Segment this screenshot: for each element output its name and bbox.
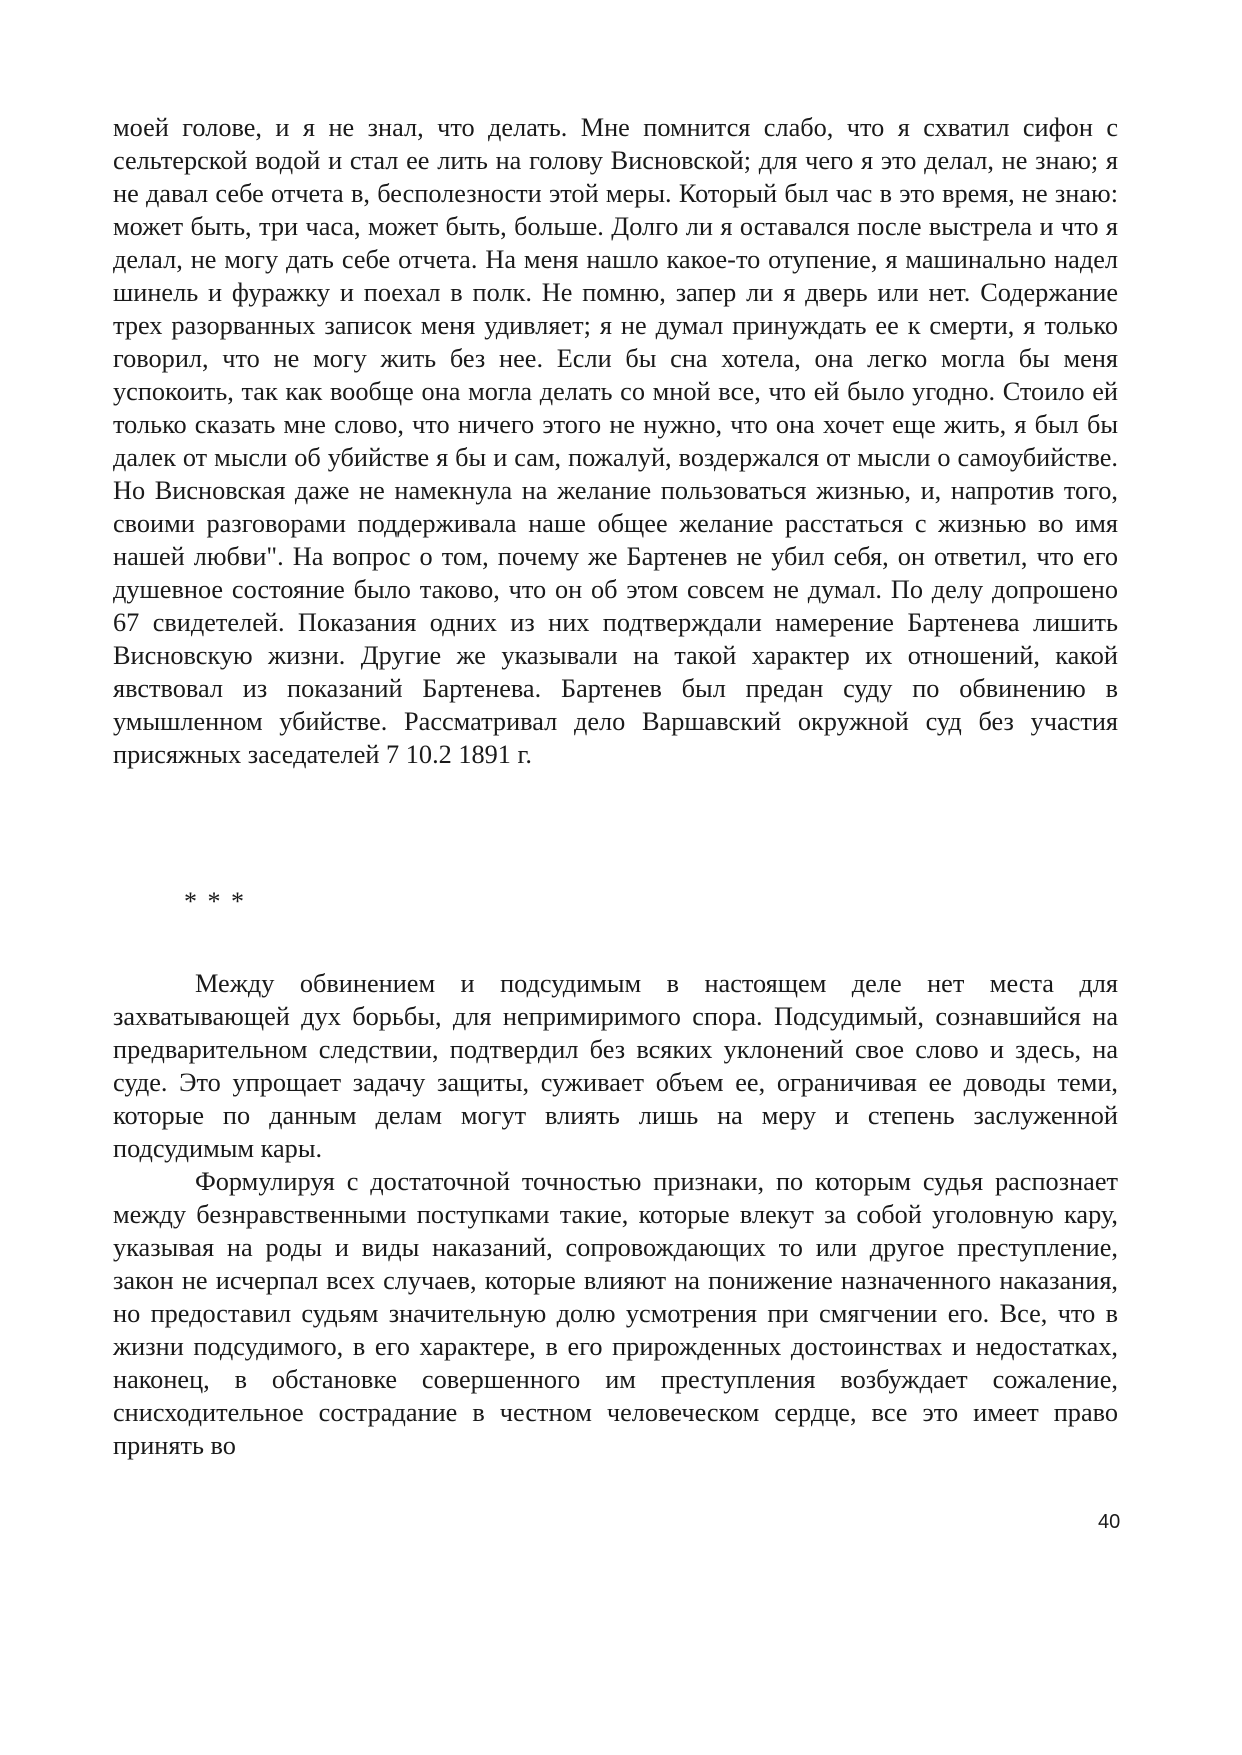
page-number: 40 [1098,1511,1121,1533]
section-separator: * * * [184,887,246,916]
speech-paragraph-1: Между обвинением и подсудимым в настоящем деле нет места для захватывающей дух борьбы, для непримиримого спора. Подсудимый, сознавшийся на предварительном следствии, подтвердил без всяких уклонений свое слово и здесь, на суде. Это упрощает задачу защиты, суживает объем ее, ограничивая ее доводы теми, которые по данным делам могут влиять лишь на меру и степень заслуженной подсудимым кары. [113,969,1118,1163]
continuation-paragraph: моей голове, и я не знал, что делать. Мне помнится слабо, что я схватил сифон с сельтерской водой и стал ее лить на голову Висновской; для чего я это делал, не знаю; я не давал себе отчета в, бесполезности этой меры. Который был час в это время, не знаю: может быть, три часа, может быть, больше. Долго ли я оставался после выстрела и что я делал, не могу дать себе отчета. На меня нашло какое-то отупение, я машинально надел шинель и фуражку и поехал в полк. Не помню, запер ли я дверь или нет. Содержание трех разорванных записок меня удивляет; я не думал принуждать ее к смерти, я только говорил, что не могу жить без нее. Если бы сна хотела, она легко могла бы меня успокоить, так как вообще она могла делать со мной все, что ей было угодно. Стоило ей только сказать мне слово, что ничего этого не нужно, что она хочет еще жить, я был бы далек от мысли об убийстве я бы и сам, пожалуй, воздержался от мысли о самоубийстве. Но Висновская даже не намекнула на желание пользоваться жизнью, и, напротив того, своими разговорами поддерживала наше общее желание расстаться с жизнью во имя нашей любви". На вопрос о том, почему же Бартенев не убил себя, он ответил, что его душевное состояние было таково, что он об этом совсем не думал. По делу допрошено 67 свидетелей. Показания одних из них подтверждали намерение Бартенева лишить Висновскую жизни. Другие же указывали на такой характер их отношений, какой явствовал из показаний Бартенева. Бартенев был предан суду по обвинению в умышленном убийстве. Рассматривал дело Варшавский окружной суд без участия присяжных заседателей 7 10.2 1891 г. [113,113,1118,769]
defense-speech [113,967,1118,1462]
testimony-continuation [113,111,1118,771]
speech-paragraph-2: Формулируя с достаточной точностью признаки, по которым судья распознает между безнравственными поступками такие, которые влекут за собой уголовную кару, указывая на роды и виды наказаний, сопровождающих то или другое преступление, закон не исчерпал всех случаев, которые влияют на понижение назначенного наказания, но предоставил судьям значительную долю усмотрения при смягчении его. Все, что в жизни подсудимого, в его характере, в его прирожденных достоинствах и недостатках, наконец, в обстановке совершенного им преступления возбуждает сожаление, снисходительное сострадание в честном человеческом сердце, все это имеет право принять во [113,1167,1118,1460]
